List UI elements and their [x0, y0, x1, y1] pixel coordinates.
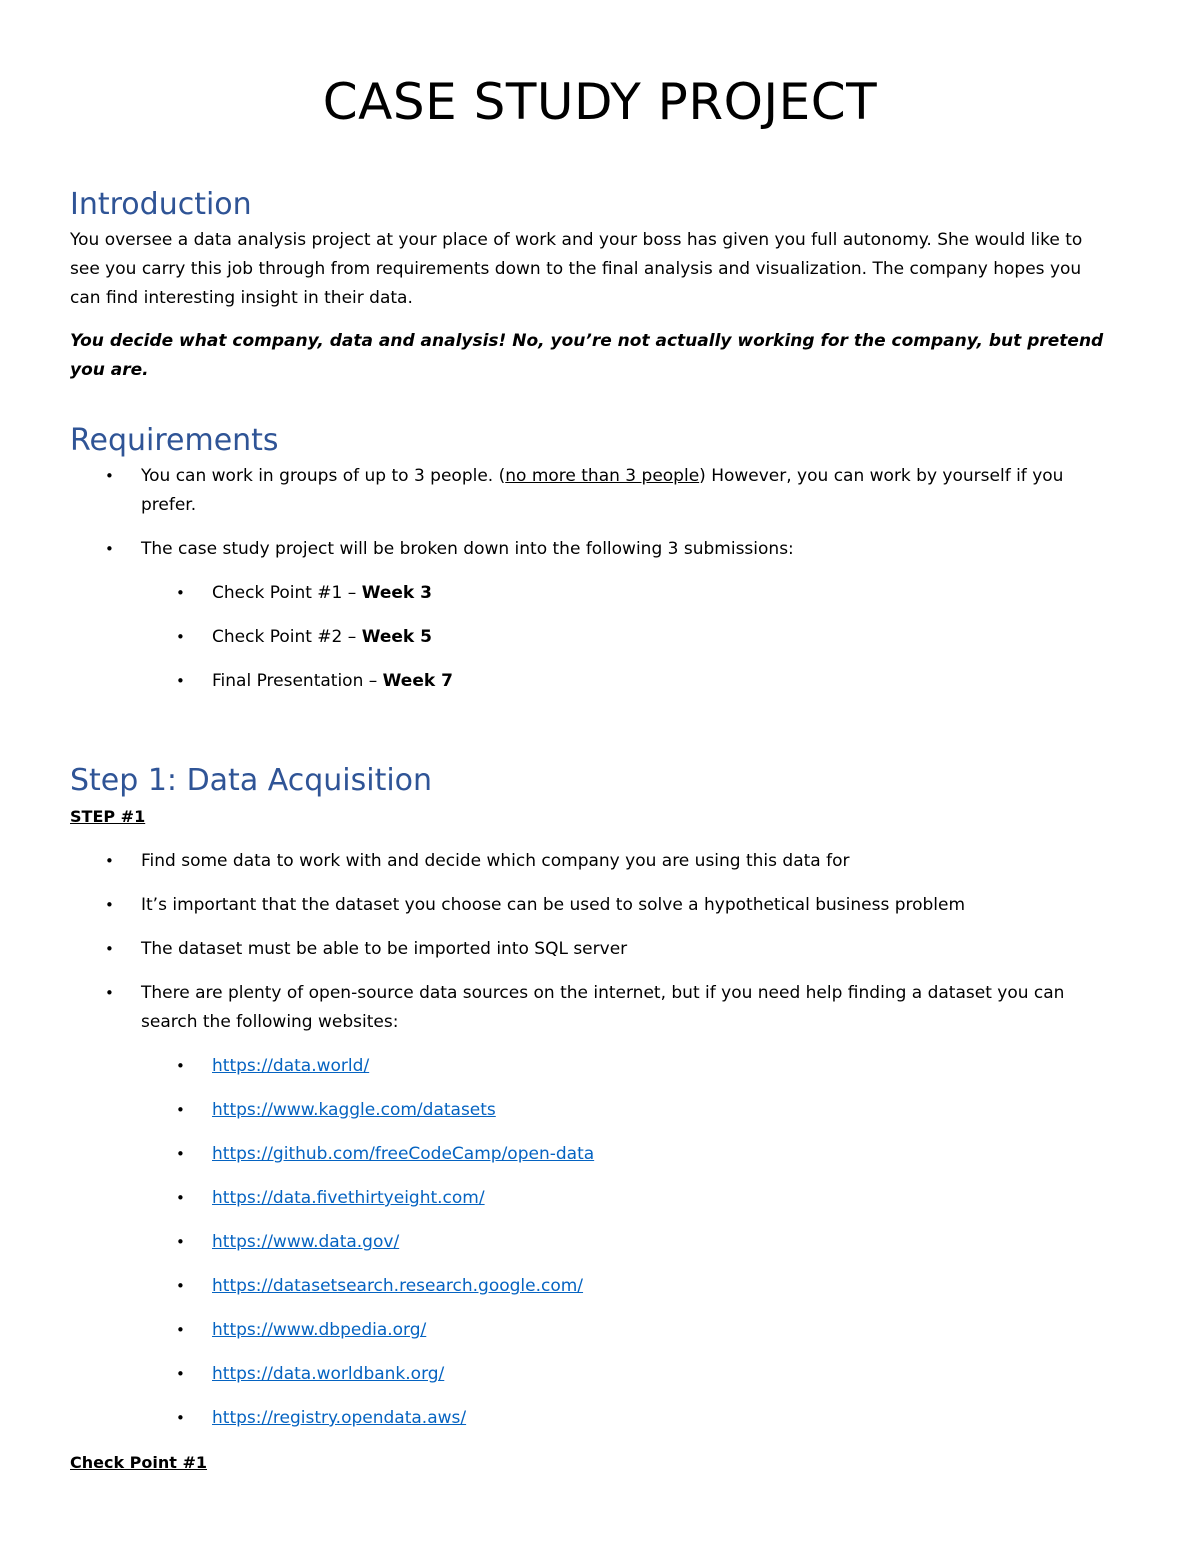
bullet-icon: •	[176, 672, 185, 690]
document-title: CASE STUDY PROJECT	[322, 73, 878, 131]
bullet-icon: •	[176, 1233, 185, 1251]
bullet-icon: •	[176, 1145, 185, 1163]
bullet-icon: •	[105, 852, 114, 870]
intro-paragraph: You oversee a data analysis project at your place of work and your boss has given you full autonomy. She would like to see you carry this job through from requirements down to the final analysis and visualization. The company hopes you can find interesting insight in their data.	[70, 230, 1083, 308]
checkpoint-label: Check Point #1	[70, 1453, 208, 1472]
bullet-icon: •	[176, 1189, 185, 1207]
bullet-icon: •	[105, 467, 114, 485]
link-data-world[interactable]: https://data.world/	[212, 1056, 370, 1076]
requirement-submissions: The case study project will be broken down into the following 3 submissions:	[141, 539, 794, 559]
bullet-icon: •	[176, 1409, 185, 1427]
bullet-icon: •	[176, 1365, 185, 1383]
underlined-limit: no more than 3 people	[505, 466, 700, 486]
bullet-icon: •	[176, 1277, 185, 1295]
link-fivethirtyeight[interactable]: https://data.fivethirtyeight.com/	[212, 1188, 485, 1208]
bullet-icon: •	[105, 940, 114, 958]
intro-emphasis: You decide what company, data and analysis! No, you’re not actually working for the company, but pretend you are.	[70, 331, 1104, 380]
bullet-icon: •	[176, 584, 185, 602]
bullet-icon: •	[176, 1321, 185, 1339]
heading-introduction: Introduction	[70, 187, 252, 222]
bullet-icon: •	[105, 984, 114, 1002]
step-label: STEP #1	[70, 807, 146, 826]
link-aws-opendata[interactable]: https://registry.opendata.aws/	[212, 1408, 467, 1428]
link-google-dataset-search[interactable]: https://datasetsearch.research.google.com/	[212, 1276, 584, 1296]
bullet-icon: •	[176, 628, 185, 646]
requirement-group-size: You can work in groups of up to 3 people. (no more than 3 people) However, you can work by yourself if you prefer.	[141, 466, 1064, 515]
bullet-icon: •	[105, 896, 114, 914]
bullet-icon: •	[176, 1057, 185, 1075]
link-data-gov[interactable]: https://www.data.gov/	[212, 1232, 400, 1252]
link-worldbank[interactable]: https://data.worldbank.org/	[212, 1364, 445, 1384]
bullet-icon: •	[176, 1101, 185, 1119]
heading-step1: Step 1: Data Acquisition	[70, 763, 433, 798]
document-page: CASE STUDY PROJECT Introduction You oversee a data analysis project at your place of work and your boss has given you full autonomy. She would like to see you carry this job through from requirements down to the final analysis and visualization. The company hopes you can find interesting insight in their data. You decide what company, data and analysis! No, you’re not actually working for the company, but pretend you are. Requirements • You can work in groups of up to 3 people. (no more than 3 people) However, you can work by yourself if you prefer. • The case study project will be broken down into the following 3 submissions: • Check Point #1 – Week 3 • Check Point #2 – Week 5 • Final Presentation – Week 7 Step 1: Data Acquisition STEP #1 • Find some data to work with and decide which company you are using this data for • It’s important that the dataset you choose can be used to solve a hypothetical business problem • The dataset must be able to be imported into SQL server • There are plenty of open-source data sources on the internet, but if you need help finding a dataset you can search the following websites: • https://data.world/ • https://www.kaggle.com/datasets • https://github.com/freeCodeCamp/open-data • https://data.fivethirtyeight.com/ • https://www.data.gov/ • https://datasetsearch.research.google.com/ • https://www.dbpedia.org/ • https://data.worldbank.org/ • https://registry.opendata.aws/ Check Point #1	[0, 0, 1200, 1553]
heading-requirements: Requirements	[70, 423, 279, 458]
link-dbpedia[interactable]: https://www.dbpedia.org/	[212, 1320, 427, 1340]
link-kaggle[interactable]: https://www.kaggle.com/datasets	[212, 1100, 496, 1120]
link-github-freecodecamp[interactable]: https://github.com/freeCodeCamp/open-data	[212, 1144, 595, 1164]
bullet-icon: •	[105, 540, 114, 558]
